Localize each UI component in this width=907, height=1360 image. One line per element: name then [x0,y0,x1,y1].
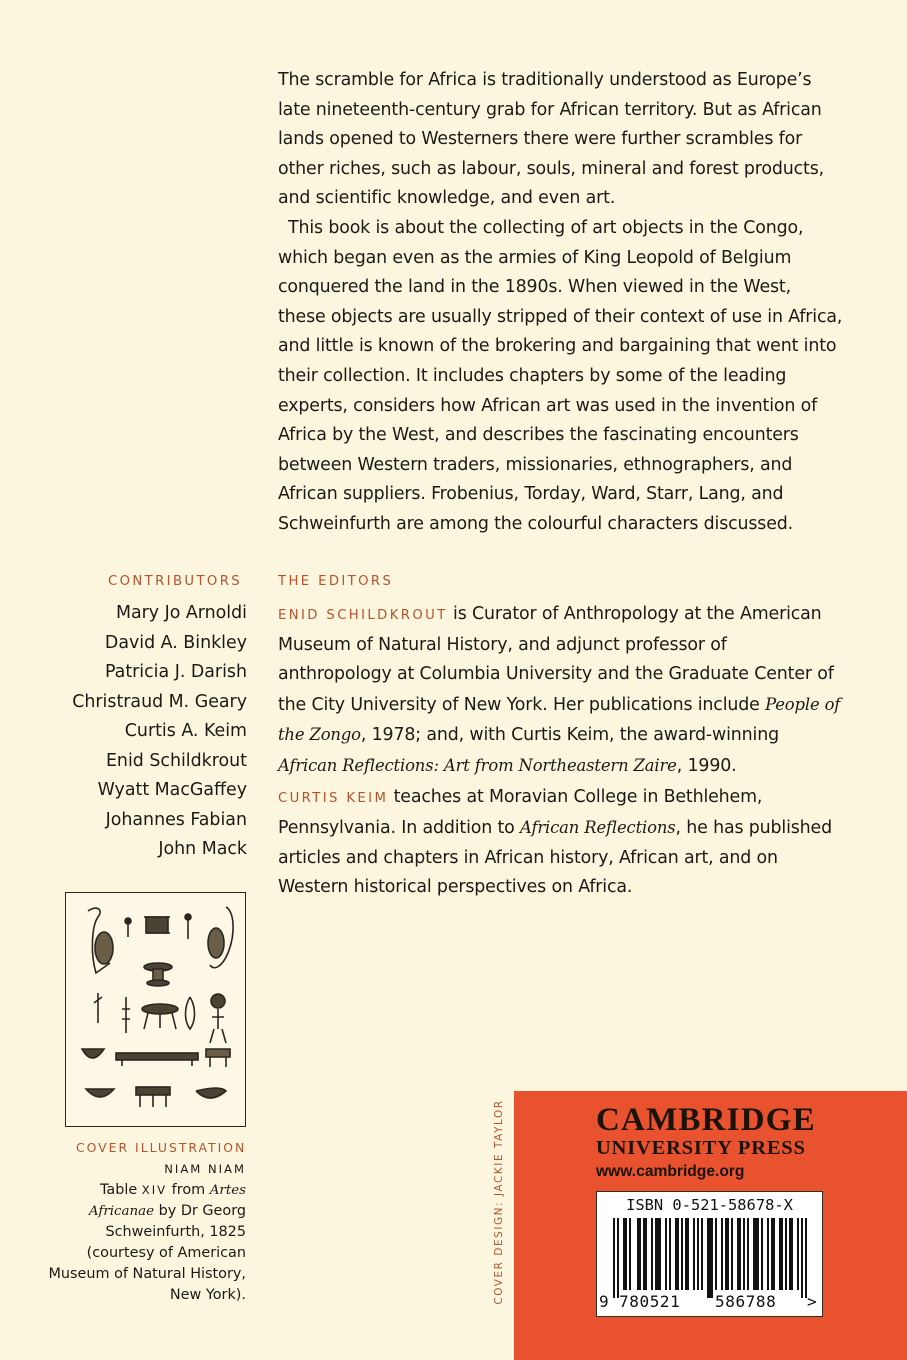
barcode-bar [659,1218,661,1290]
barcode-bar [767,1218,769,1290]
barcode-bar [617,1218,619,1298]
book-description [278,66,843,540]
cover-illustration-label: COVER ILLUSTRATION [76,1140,247,1155]
contributor-name: Patricia J. Darish [104,662,247,682]
barcode-bar [657,1218,659,1290]
barcode-bar [637,1218,639,1290]
editor-bio-schildkrout [278,600,843,782]
barcode-bar [721,1218,723,1290]
barcode-bar [781,1218,783,1290]
ean-prefix: 9 [599,1292,610,1311]
barcode-bar [687,1218,689,1290]
editor-name: ENID SCHILDKROUT [278,608,448,623]
barcode-bar [675,1218,677,1290]
barcode-bar [645,1218,647,1290]
barcode-bar [727,1218,729,1290]
barcode-bar [665,1218,667,1290]
barcode-bar [623,1218,625,1290]
contributors-heading: CONTRIBUTORS [108,574,243,589]
contributor-name: Christraud M. Geary [72,691,247,712]
barcode-bar [707,1218,709,1298]
barcode-bar [731,1218,733,1290]
ean-left-group: 780521 [619,1292,681,1311]
description-paragraph-2: This book is about the collecting of art objects in the Congo, which began even as the armies of King Leopold of Belgium conquered the land in the 1890s. When viewed in the West, these objects are usually stripped of their context of use in Africa, and little is known of the brokering and bargaining that went into their collection. It includes chapters by some of the leading experts, considers how African art was used in the invention of Africa by the West, and describes the fascinating encounters between Western traders, missionaries, ethnographers, and African suppliers. Frobenius, Torday, Ward, Starr, Lang, and Schweinfurth are among the colourful characters discussed. [278,217,843,534]
table-prefix: Table [100,1182,138,1198]
contributor-name: John Mack [158,839,247,859]
from-word: from [171,1182,206,1198]
editors-section [278,600,843,903]
barcode-bar [677,1218,679,1290]
barcode-bar [681,1218,683,1290]
publisher-url: www.cambridge.org [596,1163,745,1180]
barcode-bar [757,1218,759,1290]
contributor-name: Wyatt MacGaffey [97,780,247,800]
cover-credit: (courtesy of American Museum of Natural History, New York). [48,1245,246,1303]
editor-bio-text: teaches at Moravian College in Bethlehem, Pennsylvania. In addition to [278,786,763,839]
barcode-bar [801,1218,803,1298]
barcode-bar [697,1218,699,1290]
barcode-bar [755,1218,757,1290]
contributor-name: David A. Binkley [104,632,247,653]
contributor-name: Enid Schildkrout [105,750,247,771]
ean-right-group: 586788 [715,1292,777,1311]
barcode-bar [773,1218,775,1290]
barcode-bar [669,1218,671,1290]
contributor-name: Johannes Fabian [105,809,247,830]
table-number: XIV [141,1183,168,1197]
barcode-bar [805,1218,807,1298]
editor-bio-text: , he has published articles and chapters in African history, African art, and on Western historical perspectives on Africa. [278,818,832,898]
work-title: Artes Africanae [88,1183,246,1219]
editor-bio-keim [278,783,843,903]
isbn-barcode [596,1191,823,1317]
barcode-bar [693,1218,695,1290]
barcode-bar [685,1218,687,1290]
editor-bio-text: , 1990. [676,755,737,776]
barcode-bar [643,1218,645,1290]
barcode-bar [789,1218,791,1290]
barcode-bar [743,1218,745,1290]
barcode-bar [779,1218,781,1290]
barcode-bar [639,1218,641,1290]
book-title: African Reflections: Art from Northeastern Zaire [278,755,677,775]
cover-caption [46,1159,246,1306]
barcode-bar [711,1218,713,1298]
editor-bio-text: , 1978; and, with Curtis Keim, the award-winning [360,725,779,746]
barcode-bar [701,1218,703,1290]
book-title: African Reflections [520,818,676,838]
editor-name: CURTIS KEIM [278,790,389,806]
barcode-bar [651,1218,653,1290]
barcode-bar [613,1218,615,1298]
barcode-bar [797,1218,799,1290]
barcode-bar [791,1218,793,1290]
barcode-bar [785,1218,787,1290]
publisher-logo [596,1103,816,1159]
isbn-number: ISBN 0-521-58678-X [626,1196,793,1214]
editors-heading: THE EDITORS [278,574,394,589]
barcode-bar [709,1218,711,1298]
barcode-bar [739,1218,741,1290]
barcode-bar [761,1218,763,1290]
barcode-bar [655,1218,657,1290]
cover-subject: NIAM NIAM [164,1162,246,1176]
contributor-name: Mary Jo Arnoldi [115,603,247,623]
contributor-name: Curtis A. Keim [124,721,247,741]
barcode-bar [725,1218,727,1290]
cover-design-credit [491,1098,507,1306]
editor-bio-text: is Curator of Anthropology at the American Museum of Natural History, and adjunct professor of anthropology at Columbia University and the Graduate Center of the City University of New York. Her publications include [278,604,834,715]
cover-illustration [65,892,246,1127]
contributors-list [17,599,247,865]
description-paragraph-1: The scramble for Africa is traditionally understood as Europe’s late nineteenth-century grab for African territory. But as African lands opened to Westerners there were further scrambles for other riches, such as labour, souls, mineral and forest products, and scientific knowledge, and even art. [278,70,825,209]
barcode-bar [737,1218,739,1290]
cover-design-text: COVER DESIGN: JACKIE TAYLOR [493,1099,505,1305]
ean-end-marker: > [807,1292,818,1311]
barcode-bar [715,1218,717,1290]
barcode-bar [753,1218,755,1290]
barcode-bar [771,1218,773,1290]
barcode-bar [747,1218,749,1290]
publisher-name-line1: CAMBRIDGE [596,1102,816,1138]
book-title: People of the Zongo [278,694,841,745]
barcode-bar [625,1218,627,1290]
publisher-panel [514,1091,907,1360]
publisher-name-line2: UNIVERSITY PRESS [596,1137,806,1159]
barcode-bar [629,1218,631,1290]
artifacts-drawing [66,893,245,1126]
author-line: by Dr Georg Schweinfurth, 1825 [105,1203,246,1240]
